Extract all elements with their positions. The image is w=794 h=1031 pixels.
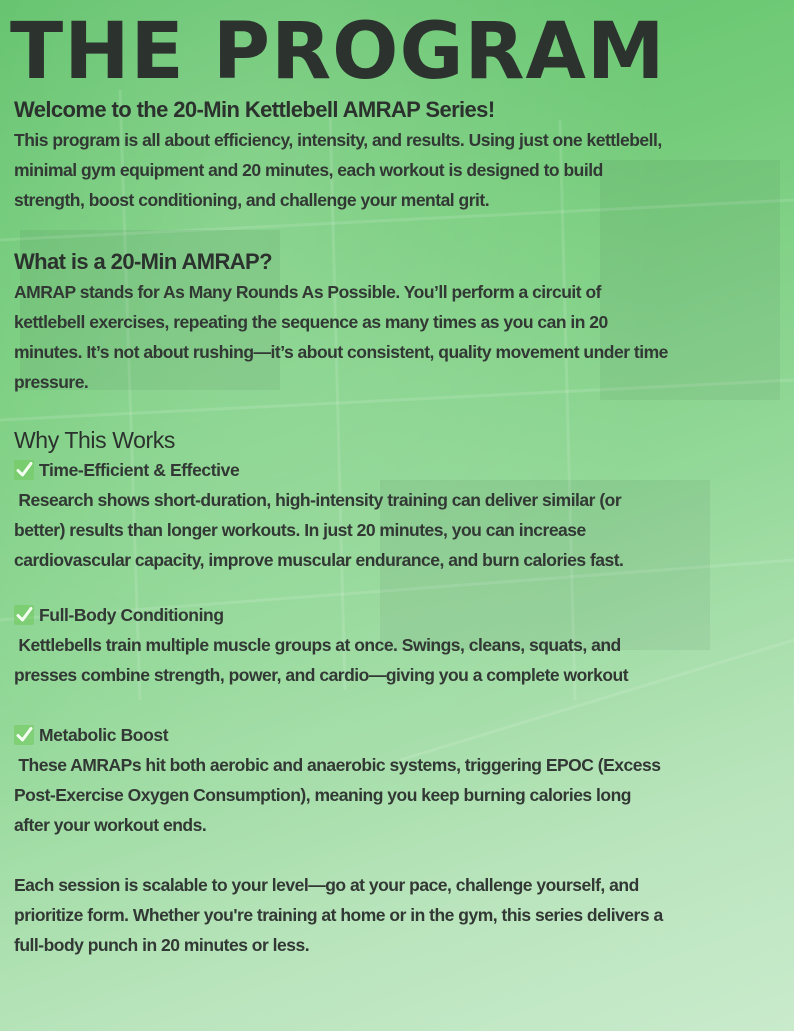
benefit-title: Metabolic Boost [39,725,169,745]
intro-heading: Welcome to the 20-Min Kettlebell AMRAP Series! [14,97,495,122]
benefit-line: cardiovascular capacity, improve muscular endurance, and burn calories fast. [14,550,624,570]
benefit-title: Full-Body Conditioning [39,605,224,625]
amrap-section [14,247,786,397]
benefit-title-row [14,600,786,630]
benefit-title-row [14,720,786,750]
closing-line: prioritize form. Whether you're training at home or in the gym, this series delivers a [14,905,663,925]
benefit-line: Kettlebells train multiple muscle groups at once. Swings, cleans, squats, and [14,635,621,655]
benefit-title: Time-Efficient & Effective [39,460,240,480]
amrap-line: minutes. It’s not about rushing—it’s about consistent, quality movement under time [14,342,668,362]
benefit-item [14,600,786,690]
benefit-title-row [14,455,786,485]
amrap-line: AMRAP stands for As Many Rounds As Possible. You’ll perform a circuit of [14,282,601,302]
check-icon [14,724,34,746]
why-heading: Why This Works [14,427,175,453]
benefit-line: Research shows short-duration, high-intensity training can deliver similar (or [14,490,622,510]
benefit-item [14,455,786,575]
closing-line: Each session is scalable to your level—go at your pace, challenge yourself, and [14,875,639,895]
intro-line: strength, boost conditioning, and challenge your mental grit. [14,190,490,210]
amrap-line: pressure. [14,372,89,392]
benefit-line: These AMRAPs hit both aerobic and anaerobic systems, triggering EPOC (Excess [14,755,661,775]
why-section [14,425,786,840]
closing-line: full-body punch in 20 minutes or less. [14,935,310,955]
benefit-line: better) results than longer workouts. In just 20 minutes, you can increase [14,520,586,540]
amrap-heading: What is a 20-Min AMRAP? [14,249,272,274]
intro-line: This program is all about efficiency, intensity, and results. Using just one kettlebell, [14,130,662,150]
check-icon [14,459,34,481]
closing-section [14,870,786,960]
benefit-line: after your workout ends. [14,815,207,835]
benefit-line: Post-Exercise Oxygen Consumption), meaning you keep burning calories long [14,785,631,805]
check-icon [14,604,34,626]
program-content [14,95,786,960]
intro-line: minimal gym equipment and 20 minutes, each workout is designed to build [14,160,603,180]
benefit-item [14,720,786,840]
benefit-line: presses combine strength, power, and cardio—giving you a complete workout [14,665,629,685]
page-title: THE PROGRAM [10,7,666,97]
intro-section [14,95,786,215]
amrap-line: kettlebell exercises, repeating the sequence as many times as you can in 20 [14,312,608,332]
